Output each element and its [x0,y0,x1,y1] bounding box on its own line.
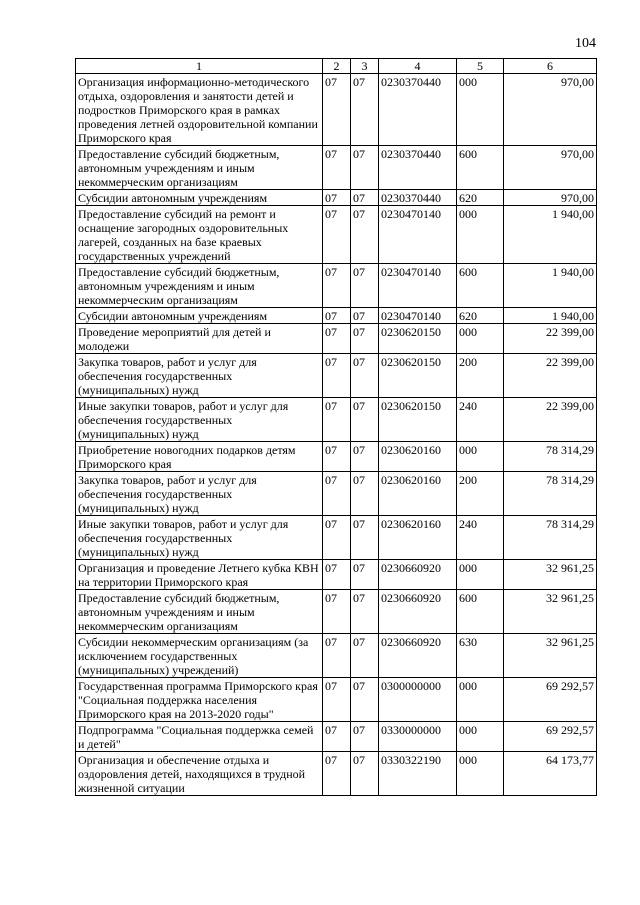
section-cell: 07 [323,634,351,678]
section-cell: 07 [323,146,351,190]
section-cell: 07 [323,442,351,472]
expense-type-cell: 240 [457,516,504,560]
expense-type-cell: 620 [457,308,504,324]
expense-type-cell: 000 [457,74,504,146]
target-article-cell: 0230620160 [379,472,457,516]
column-header: 4 [379,59,457,74]
amount-cell: 78 314,29 [504,472,597,516]
amount-cell: 64 173,77 [504,752,597,796]
table-row [76,590,597,634]
expense-type-cell: 600 [457,146,504,190]
subsection-cell: 07 [351,398,379,442]
target-article-cell: 0330000000 [379,722,457,752]
expense-type-cell: 600 [457,590,504,634]
amount-cell: 970,00 [504,74,597,146]
table-row [76,398,597,442]
target-article-cell: 0230660920 [379,560,457,590]
section-cell: 07 [323,590,351,634]
column-header: 6 [504,59,597,74]
target-article-cell: 0330322190 [379,752,457,796]
page-number: 104 [575,36,596,51]
item-name-cell: Организация и обеспечение отдыха и оздоровления детей, находящихся в трудной жизненной ситуации [76,752,323,796]
table-row [76,442,597,472]
expense-type-cell: 000 [457,752,504,796]
expense-type-cell: 000 [457,722,504,752]
budget-table [75,58,597,796]
subsection-cell: 07 [351,264,379,308]
amount-cell: 1 940,00 [504,264,597,308]
expense-type-cell: 000 [457,560,504,590]
target-article-cell: 0230620160 [379,442,457,472]
subsection-cell: 07 [351,516,379,560]
column-header: 3 [351,59,379,74]
section-cell: 07 [323,74,351,146]
section-cell: 07 [323,472,351,516]
table-row [76,74,597,146]
amount-cell: 22 399,00 [504,398,597,442]
subsection-cell: 07 [351,560,379,590]
item-name-cell: Проведение мероприятий для детей и молодежи [76,324,323,354]
section-cell: 07 [323,308,351,324]
table-row [76,722,597,752]
table-row [76,146,597,190]
item-name-cell: Предоставление субсидий на ремонт и оснащение загородных оздоровительных лагерей, созданных на базе краевых государственных учреждений [76,206,323,264]
expense-type-cell: 200 [457,354,504,398]
item-name-cell: Подпрограмма "Социальная поддержка семей и детей" [76,722,323,752]
subsection-cell: 07 [351,634,379,678]
target-article-cell: 0230660920 [379,634,457,678]
amount-cell: 970,00 [504,190,597,206]
expense-type-cell: 000 [457,442,504,472]
subsection-cell: 07 [351,206,379,264]
target-article-cell: 0230470140 [379,206,457,264]
section-cell: 07 [323,354,351,398]
section-cell: 07 [323,752,351,796]
target-article-cell: 0300000000 [379,678,457,722]
section-cell: 07 [323,206,351,264]
item-name-cell: Предоставление субсидий бюджетным, автономным учреждениям и иным некоммерческим организациям [76,590,323,634]
table-row [76,190,597,206]
section-cell: 07 [323,560,351,590]
expense-type-cell: 000 [457,324,504,354]
item-name-cell: Организация и проведение Летнего кубка КВН на территории Приморского края [76,560,323,590]
table-row [76,678,597,722]
amount-cell: 32 961,25 [504,560,597,590]
subsection-cell: 07 [351,472,379,516]
item-name-cell: Субсидии некоммерческим организациям (за исключением государственных (муниципальных) учреждений) [76,634,323,678]
section-cell: 07 [323,324,351,354]
table-row [76,634,597,678]
amount-cell: 970,00 [504,146,597,190]
item-name-cell: Иные закупки товаров, работ и услуг для обеспечения государственных (муниципальных) нужд [76,398,323,442]
item-name-cell: Организация информационно-методического отдыха, оздоровления и занятости детей и подростков Приморского края в рамках проведения летней оздоровительной компании Приморского края [76,74,323,146]
table-row [76,264,597,308]
amount-cell: 32 961,25 [504,590,597,634]
table-row [76,308,597,324]
subsection-cell: 07 [351,678,379,722]
target-article-cell: 0230620150 [379,398,457,442]
subsection-cell: 07 [351,146,379,190]
amount-cell: 1 940,00 [504,206,597,264]
table-row [76,752,597,796]
item-name-cell: Государственная программа Приморского края "Социальная поддержка населения Приморского края на 2013-2020 годы" [76,678,323,722]
amount-cell: 69 292,57 [504,678,597,722]
amount-cell: 1 940,00 [504,308,597,324]
section-cell: 07 [323,190,351,206]
expense-type-cell: 600 [457,264,504,308]
subsection-cell: 07 [351,74,379,146]
subsection-cell: 07 [351,442,379,472]
amount-cell: 78 314,29 [504,442,597,472]
expense-type-cell: 200 [457,472,504,516]
item-name-cell: Иные закупки товаров, работ и услуг для обеспечения государственных (муниципальных) нужд [76,516,323,560]
table-row [76,560,597,590]
section-cell: 07 [323,678,351,722]
target-article-cell: 0230370440 [379,190,457,206]
subsection-cell: 07 [351,590,379,634]
table-row [76,324,597,354]
subsection-cell: 07 [351,308,379,324]
table-row [76,354,597,398]
column-header: 2 [323,59,351,74]
amount-cell: 69 292,57 [504,722,597,752]
expense-type-cell: 630 [457,634,504,678]
section-cell: 07 [323,516,351,560]
amount-cell: 32 961,25 [504,634,597,678]
subsection-cell: 07 [351,354,379,398]
expense-type-cell: 240 [457,398,504,442]
amount-cell: 22 399,00 [504,324,597,354]
item-name-cell: Предоставление субсидий бюджетным, автономным учреждениям и иным некоммерческим организациям [76,264,323,308]
header-row [76,59,597,74]
subsection-cell: 07 [351,722,379,752]
section-cell: 07 [323,398,351,442]
item-name-cell: Субсидии автономным учреждениям [76,190,323,206]
target-article-cell: 0230470140 [379,308,457,324]
target-article-cell: 0230620160 [379,516,457,560]
subsection-cell: 07 [351,190,379,206]
target-article-cell: 0230660920 [379,590,457,634]
target-article-cell: 0230470140 [379,264,457,308]
target-article-cell: 0230370440 [379,74,457,146]
section-cell: 07 [323,722,351,752]
subsection-cell: 07 [351,324,379,354]
target-article-cell: 0230370440 [379,146,457,190]
item-name-cell: Субсидии автономным учреждениям [76,308,323,324]
expense-type-cell: 000 [457,678,504,722]
amount-cell: 22 399,00 [504,354,597,398]
section-cell: 07 [323,264,351,308]
target-article-cell: 0230620150 [379,324,457,354]
subsection-cell: 07 [351,752,379,796]
table-row [76,516,597,560]
table-row [76,472,597,516]
item-name-cell: Закупка товаров, работ и услуг для обеспечения государственных (муниципальных) нужд [76,472,323,516]
column-header: 1 [76,59,323,74]
item-name-cell: Закупка товаров, работ и услуг для обеспечения государственных (муниципальных) нужд [76,354,323,398]
item-name-cell: Предоставление субсидий бюджетным, автономным учреждениям и иным некоммерческим организациям [76,146,323,190]
table-row [76,206,597,264]
expense-type-cell: 620 [457,190,504,206]
column-header: 5 [457,59,504,74]
table-body [76,74,597,796]
amount-cell: 78 314,29 [504,516,597,560]
item-name-cell: Приобретение новогодних подарков детям Приморского края [76,442,323,472]
target-article-cell: 0230620150 [379,354,457,398]
expense-type-cell: 000 [457,206,504,264]
